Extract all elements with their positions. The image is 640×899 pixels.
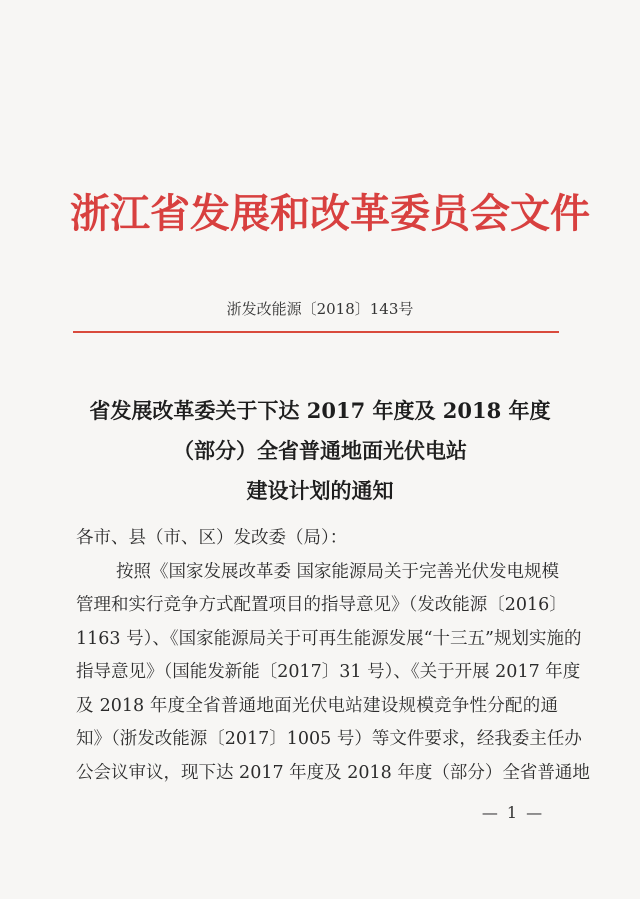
body-line: 按照《国家发展改革委 国家能源局关于完善光伏发电规模 bbox=[116, 562, 560, 582]
body-line: 1163 号）、《国家能源局关于可再生能源发展“十三五”规划实施的 bbox=[76, 629, 582, 649]
red-separator-line bbox=[73, 331, 559, 333]
document-title-line-2: （部分）全省普通地面光伏电站 bbox=[173, 438, 467, 463]
page-number: — 1 — bbox=[481, 803, 545, 822]
salutation: 各市、县（市、区）发改委（局）： bbox=[76, 528, 348, 548]
body-line: 管理和实行竞争方式配置项目的指导意见》（发改能源〔2016〕 bbox=[76, 595, 567, 615]
issuing-organization-header: 浙江省发展和改革委员会文件 bbox=[70, 190, 590, 237]
document-title-line-3: 建设计划的通知 bbox=[246, 478, 394, 503]
body-line: 指导意见》（国能发新能〔2017〕31 号）、《关于开展 2017 年度 bbox=[76, 662, 581, 682]
body-line: 及 2018 年度全省普通地面光伏电站建设规模竞争性分配的通 bbox=[76, 696, 558, 716]
document-number: 浙发改能源〔2018〕143号 bbox=[226, 300, 414, 318]
body-line: 公会议审议，现下达 2017 年度及 2018 年度（部分）全省普通地 bbox=[76, 763, 590, 783]
body-line: 知》（浙发改能源〔2017〕1005 号）等文件要求，经我委主任办 bbox=[76, 729, 582, 749]
document-title-line-1: 省发展改革委关于下达 2017 年度及 2018 年度 bbox=[89, 398, 551, 423]
